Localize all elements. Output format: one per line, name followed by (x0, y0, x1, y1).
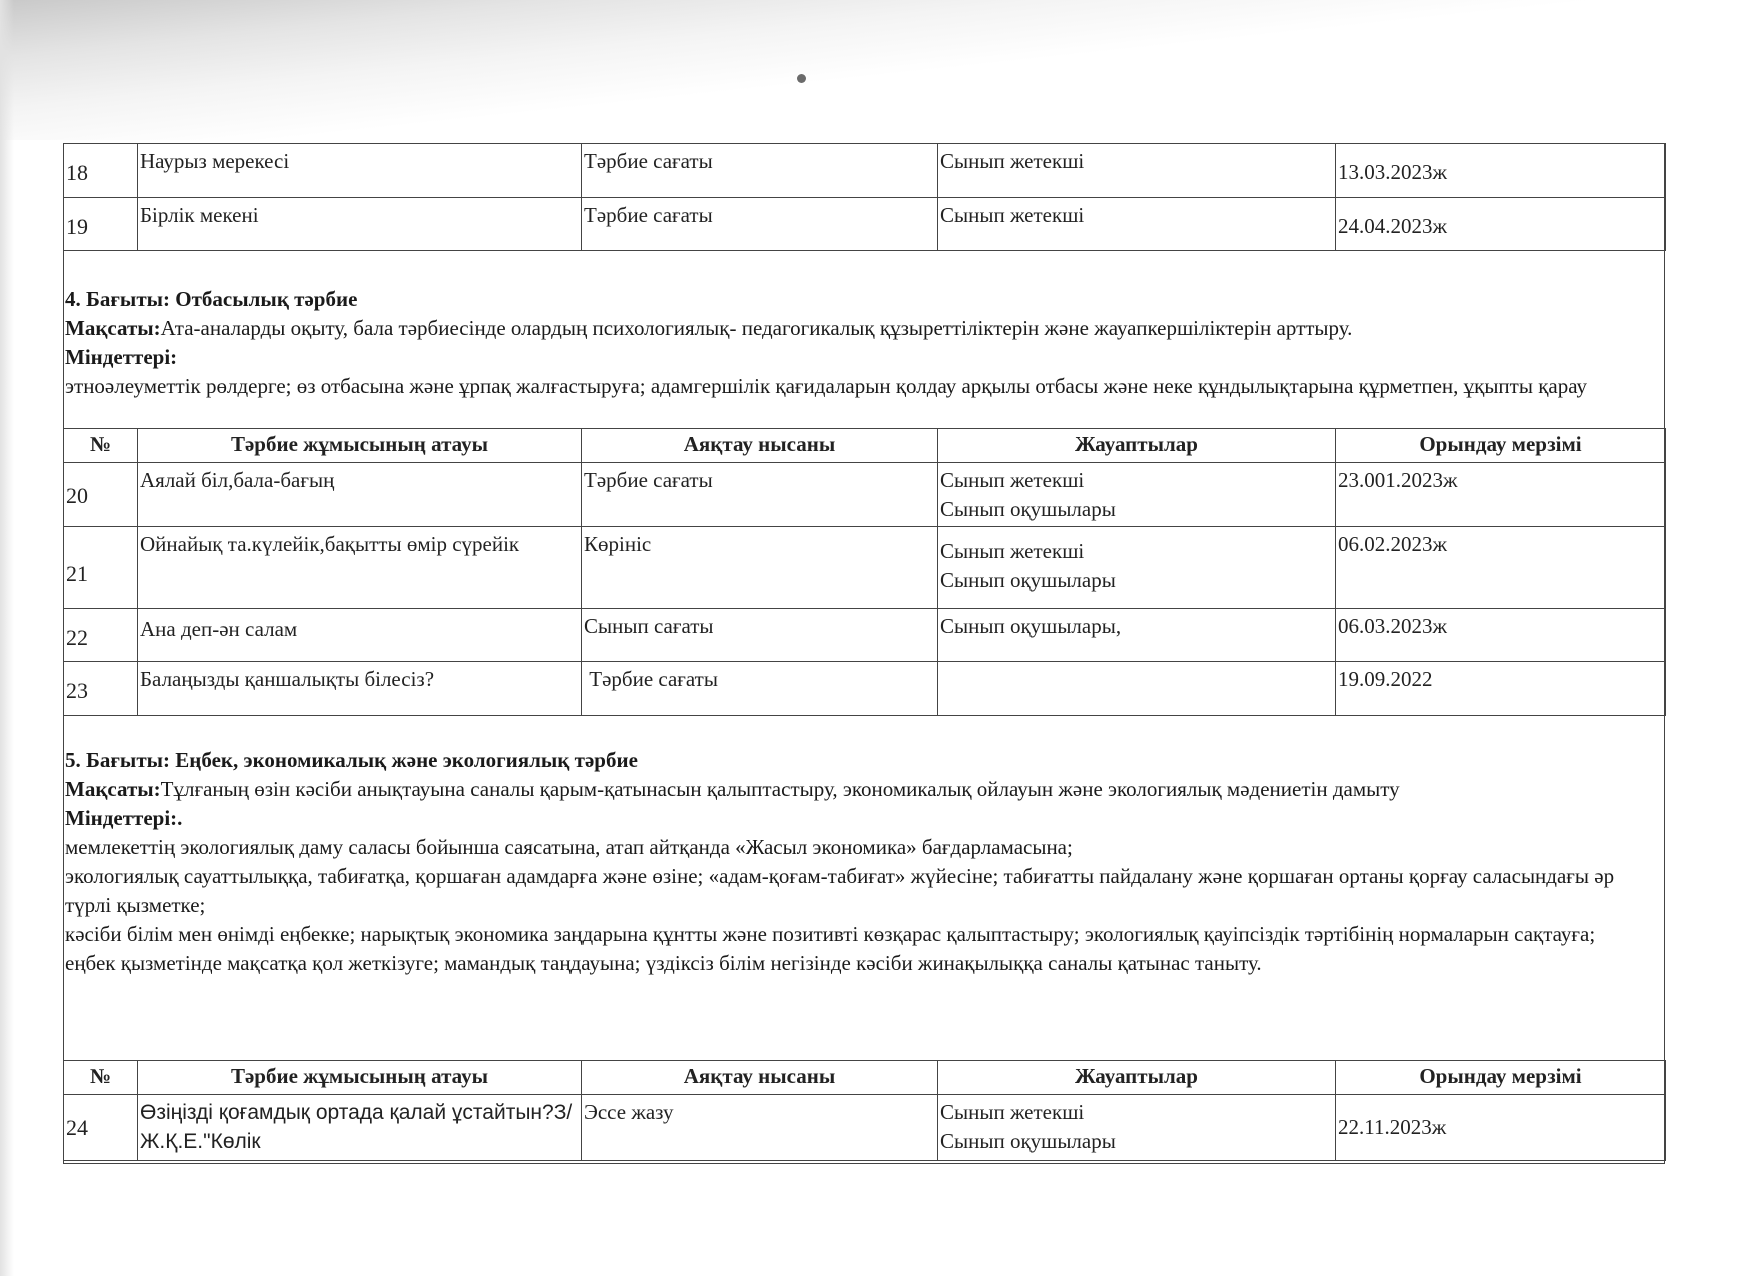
col-header-name: Тәрбие жұмысының атауы (138, 429, 582, 463)
activity-name: Өзіңізді қоғамдық ортада қалай ұстайтын?З/Ж.Қ.Е."Көлік (138, 1095, 582, 1161)
activity-name: Бірлік мекені (138, 198, 582, 251)
table-row (64, 1095, 1666, 1161)
task-item: кәсіби білім мен өнімді еңбекке; нарықтық экономика заңдарына құнтты және позитивті көзқарас қалыптастыру; экологиялық қауіпсіздік тәртібінің нормаларын сақтауға; (65, 922, 1596, 946)
row-number: 23 (64, 662, 138, 716)
row-number: 19 (64, 198, 138, 251)
activity-name: Ойнайық та.күлейік,бақытты өмір сүрейік (138, 527, 582, 609)
table-row (64, 463, 1666, 527)
due-date: 24.04.2023ж (1336, 198, 1666, 251)
completion-form: Көрініс (582, 527, 938, 609)
due-date: 06.03.2023ж (1336, 609, 1666, 662)
tasks-label: Міндеттері:. (65, 806, 183, 830)
table-row (64, 527, 1666, 609)
col-header-responsible: Жауаптылар (938, 1061, 1336, 1095)
responsible-line: Сынып жетекші (940, 468, 1085, 492)
responsible: Сынып жетекші (938, 198, 1336, 251)
section-5-goal (65, 775, 1660, 804)
row-number: 20 (64, 463, 138, 527)
completion-form: Тәрбие сағаты (582, 463, 938, 527)
completion-form: Сынып сағаты (582, 609, 938, 662)
col-header-date: Орындау мерзімі (1336, 429, 1666, 463)
activity-name: Наурыз мерекесі (138, 144, 582, 198)
section-4-block (65, 285, 1660, 401)
table-section-4 (63, 428, 1666, 716)
section-5-heading: 5. Бағыты: Еңбек, экономикалық және экологиялық тәрбие (65, 748, 638, 772)
scan-edge-shadow (0, 0, 1755, 140)
completion-form: Тәрбие сағаты (582, 662, 938, 716)
table-row (64, 198, 1666, 251)
activity-name: Балаңызды қаншалықты білесіз? (138, 662, 582, 716)
goal-label: Мақсаты: (65, 316, 161, 340)
table-section-5 (63, 1060, 1666, 1161)
section-5-block (65, 746, 1660, 978)
row-number: 22 (64, 609, 138, 662)
responsible (938, 463, 1336, 527)
row-number: 24 (64, 1095, 138, 1161)
col-header-form: Аяқтау нысаны (582, 1061, 938, 1095)
activity-name: Ана деп-ән салам (138, 609, 582, 662)
goal-label: Мақсаты: (65, 777, 161, 801)
task-item: мемлекеттің экологиялық даму саласы бойынша саясатына, атап айтқанда «Жасыл экономика» бағдарламасына; (65, 835, 1073, 859)
table-header-row (64, 429, 1666, 463)
col-header-responsible: Жауаптылар (938, 429, 1336, 463)
col-header-date: Орындау мерзімі (1336, 1061, 1666, 1095)
task-item: экологиялық сауаттылыққа, табиғатқа, қоршаған адамдарға және өзіне; «адам-қоғам-табиғат» жүйесіне; табиғатты пайдалану және қоршаған ортаны қорғау саласындағы әр түрлі қызметке; (65, 864, 1615, 917)
table-header-row (64, 1061, 1666, 1095)
table-top-rows (63, 143, 1666, 251)
activity-name: Аялай біл,бала-бағың (138, 463, 582, 527)
col-header-name: Тәрбие жұмысының атауы (138, 1061, 582, 1095)
due-date: 22.11.2023ж (1336, 1095, 1666, 1161)
responsible-line: Сынып жетекші (940, 539, 1085, 563)
due-date: 23.001.2023ж (1336, 463, 1666, 527)
scan-left-edge (0, 0, 14, 1276)
goal-text: Ата-аналарды оқыту, бала тәрбиесінде олардың психологиялық- педагогикалық құзыреттіліктерін және жауапкершіліктерін арттыру. (160, 316, 1353, 340)
due-date: 13.03.2023ж (1336, 144, 1666, 198)
responsible: Сынып оқушылары, (938, 609, 1336, 662)
section-4-tasks: этноәлеуметтік рөлдерге; өз отбасына және ұрпақ жалғастыруға; адамгершілік қағидаларын қолдау арқылы отбасы және неке құндылықтарына құрметпен, ұқыпты қарау (65, 374, 1587, 398)
row-number: 21 (64, 527, 138, 609)
col-header-form: Аяқтау нысаны (582, 429, 938, 463)
row-number: 18 (64, 144, 138, 198)
due-date: 19.09.2022 (1336, 662, 1666, 716)
responsible-line: Сынып оқушылары (940, 497, 1116, 521)
completion-form: Тәрбие сағаты (582, 198, 938, 251)
responsible (938, 662, 1336, 716)
punch-mark (797, 74, 806, 83)
due-date: 06.02.2023ж (1336, 527, 1666, 609)
responsible-line: Сынып оқушылары (940, 568, 1116, 592)
completion-form: Эссе жазу (582, 1095, 938, 1161)
col-header-number: № (64, 1061, 138, 1095)
table-row (64, 144, 1666, 198)
goal-text: Тұлғаның өзін кәсіби анықтауына саналы қарым-қатынасын қалыптастыру, экономикалық ойлауын және экологиялық мәдениетін дамыту (160, 777, 1400, 801)
task-item: еңбек қызметінде мақсатқа қол жеткізуге; мамандық таңдауына; үздіксіз білім негізінде кәсіби жинақылыққа саналы қатынас таныту. (65, 951, 1262, 975)
table-row (64, 609, 1666, 662)
tasks-label: Міндеттері: (65, 345, 178, 369)
responsible-line: Сынып жетекші (940, 1100, 1085, 1124)
responsible: Сынып жетекші (938, 144, 1336, 198)
section-4-heading: 4. Бағыты: Отбасылық тәрбие (65, 287, 358, 311)
responsible-line: Сынып оқушылары (940, 1129, 1116, 1153)
col-header-number: № (64, 429, 138, 463)
responsible (938, 527, 1336, 609)
completion-form: Тәрбие сағаты (582, 144, 938, 198)
section-4-goal (65, 314, 1660, 343)
responsible (938, 1095, 1336, 1161)
table-row (64, 662, 1666, 716)
